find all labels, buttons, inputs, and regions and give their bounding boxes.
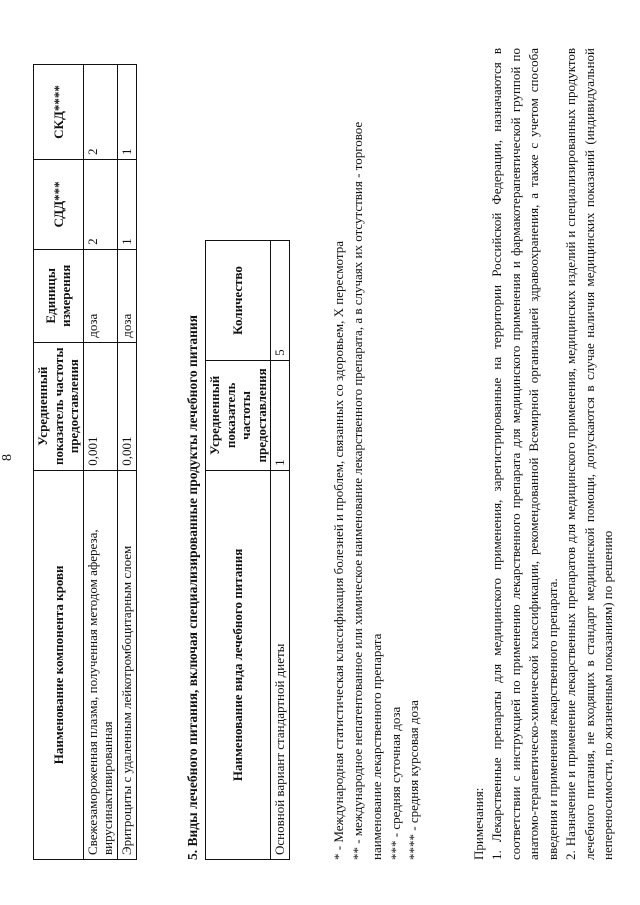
table-header-row <box>34 65 84 860</box>
footnote-2: ** - международное непатентованное или химическое наименование лекарственного препарата, а в случаях их отсутствия - торговое наименование лекарственного препарата <box>349 121 384 860</box>
header-units: Единицы измерения <box>34 249 84 342</box>
cell-name: Основной вариант стандартной диеты <box>271 470 290 859</box>
notes-section <box>470 48 618 860</box>
cell-skd: 2 <box>83 65 117 160</box>
cell-frequency: 0,001 <box>117 342 136 470</box>
cell-units: доза <box>83 249 117 342</box>
cell-skd: 1 <box>117 65 136 160</box>
footnotes <box>330 50 424 860</box>
cell-units: доза <box>117 249 136 342</box>
blood-components-table <box>33 64 137 860</box>
cell-sdd: 1 <box>117 159 136 249</box>
cell-sdd: 2 <box>83 159 117 249</box>
footnote-1: * - Международная статистическая классификация болезней и проблем, связанных со здоровьем, X пересмотра <box>331 241 346 860</box>
cell-frequency: 0,001 <box>83 342 117 470</box>
notes-title: Примечания: <box>471 787 486 860</box>
table-row <box>83 65 117 860</box>
table-header-row <box>206 241 271 860</box>
header-sdd: СДД*** <box>34 159 84 249</box>
header-quantity: Количество <box>206 241 271 361</box>
section-5-title: 5. Виды лечебного питания, включая специализированные продукты лечебного питания <box>185 315 200 860</box>
cell-frequency: 1 <box>271 360 290 470</box>
footnote-3: *** - средняя суточная доза <box>387 706 403 860</box>
header-nutrition-name: Наименование вида лечебного питания <box>206 470 271 859</box>
nutrition-table <box>205 240 290 860</box>
cell-name: Свежезамороженная плазма, полученная методом афереза, вирусинактивированная <box>83 470 117 859</box>
header-frequency: Усредненный показатель частоты предоставления <box>206 360 271 470</box>
table-row <box>117 65 136 860</box>
table-row <box>271 241 290 860</box>
page-number: 8 <box>0 454 15 461</box>
header-blood-component-name: Наименование компонента крови <box>34 470 84 859</box>
note-2: 2. Назначение и применение лекарственных препаратов для медицинского применения, медицинских изделий и специализированных продуктов лечебного питания, не входящих в стандарт медицинской помощи, допускаются в случае наличия медицинских показаний (индивидуальной непереносимости, по жизненным показаниям) по решению <box>563 48 616 860</box>
footnote-4: **** - средняя курсовая доза <box>406 700 422 860</box>
note-1: 1. Лекарственные препараты для медицинского применения, зарегистрированные на территории Российской Федерации, назначаются в соответствии с инструкцией по применению лекарственного препарата для медицинского применения и фармакотерапевтической группой по анатомо-терапевтическо-химической классификации, рекомендованной Всемирной организацией здравоохранения, а также с учетом способа введения и применения лекарственного препарата. <box>489 48 560 860</box>
cell-name: Эритроциты с удаленным лейкотромбоцитарным слоем <box>117 470 136 859</box>
header-frequency: Усредненный показатель частоты предоставления <box>34 342 84 470</box>
cell-quantity: 5 <box>271 241 290 361</box>
header-skd: СКД**** <box>34 65 84 160</box>
